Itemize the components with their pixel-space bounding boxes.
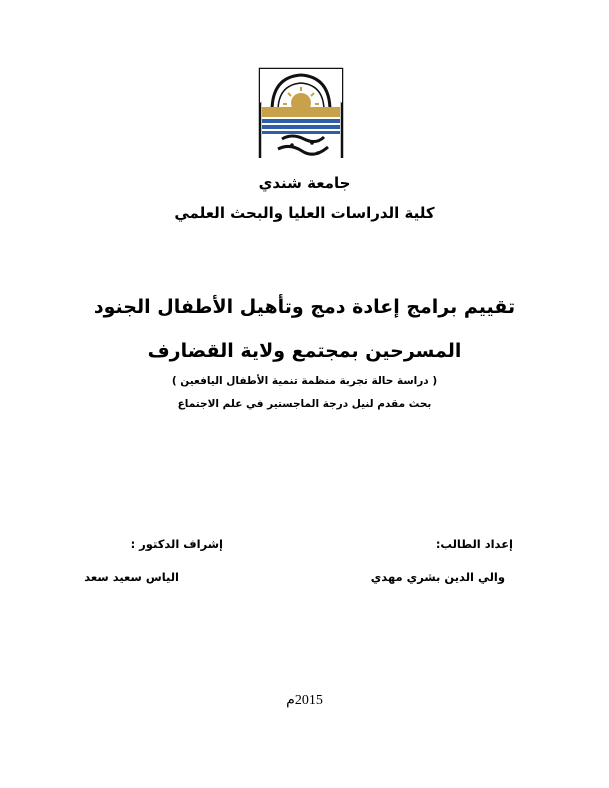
case-study-subtitle: ( دراسة حالة تجربة منظمة تنمية الأطفال اليافعين ) [171, 375, 438, 387]
university-name: جامعة شندي [258, 174, 351, 192]
thesis-title-line-2: المسرحين بمجتمع ولاية القضارف [147, 340, 462, 362]
student-name: والي الدين بشري مهدي [370, 570, 505, 584]
supervisor-name: الياس سعيد سعد [84, 570, 179, 584]
student-label: إعداد الطالب: [435, 537, 513, 551]
year: 2015م [286, 693, 323, 708]
supervisor-label: إشراف الدكتور : [130, 537, 223, 551]
faculty-name: كلية الدراسات العليا والبحث العلمي [174, 204, 435, 222]
thesis-title-line-1: تقييم برامج إعادة دمج وتأهيل الأطفال الجنود [93, 296, 516, 318]
degree-statement: بحث مقدم لنيل درجة الماجستير في علم الاجتماع [177, 398, 432, 410]
shendi-university-emblem [252, 63, 350, 159]
university-logo [252, 63, 350, 159]
